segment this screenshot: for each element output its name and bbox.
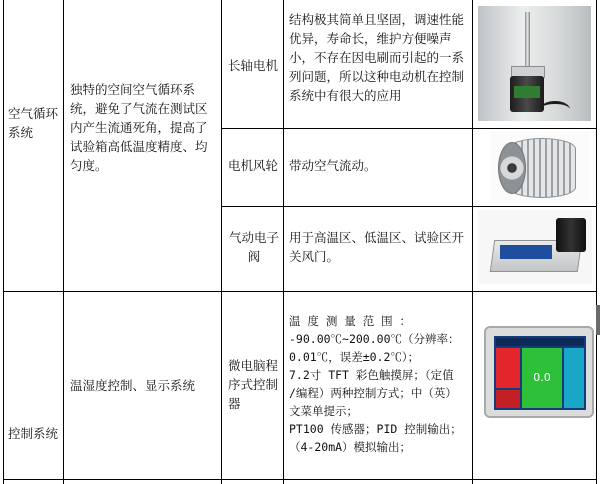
component-detail	[289, 312, 469, 456]
screen-readout: 0.0	[522, 348, 562, 408]
fan-wheel-photo	[490, 132, 590, 202]
table-border	[221, 128, 597, 129]
category-cell: 空气循环系统	[8, 106, 59, 140]
detail-line: （4-20mA）模拟输出；	[289, 440, 412, 454]
component-detail: 带动空气流动。	[289, 158, 377, 173]
detail-line: 温 度 测 量 范 围 ：	[289, 314, 412, 328]
detail-line: -90.00℃~200.00℃（分辨率：	[289, 332, 460, 346]
detail-line: PT100 传感器；PID 控制输出；	[289, 422, 462, 436]
component-detail: 结构极其简单且坚固，调速性能优异，寿命长，维护方便噪声小，不存在因电刷而引起的一系列问题，所以这种电动机在控制系统中有很大的应用	[289, 12, 465, 103]
table-border	[221, 206, 597, 207]
description-cell: 独特的空间空气循环系统，避免了气流在测试区内产生流通死角，提高了试验箱高低温度精度、均匀度。	[70, 82, 208, 173]
table-border	[283, 0, 284, 484]
detail-line: 7.2寸 TFT 彩色触摸屏；（定值	[289, 368, 454, 382]
component-name: 微电脑程序式控制器	[228, 358, 279, 411]
table-border	[596, 0, 597, 484]
detail-line: /编程）两种控制方式；中（英）	[289, 386, 457, 400]
component-name: 气动电子阀	[228, 230, 279, 264]
component-detail: 用于高温区、低温区、试验区开关风门。	[289, 230, 465, 264]
table-border	[3, 291, 597, 292]
touchscreen-controller-photo	[484, 326, 594, 418]
category-cell: 控制系统	[8, 426, 59, 441]
solenoid-valve-photo	[478, 210, 592, 284]
component-name: 长轴电机	[228, 58, 279, 73]
detail-line: 文菜单提示；	[289, 404, 358, 418]
table-border	[221, 0, 222, 484]
long-shaft-motor-photo	[478, 6, 591, 121]
table-border	[63, 0, 64, 484]
component-name: 电机风轮	[228, 158, 279, 173]
table-border	[3, 0, 4, 484]
scrollbar[interactable]	[596, 305, 600, 335]
table-border	[472, 0, 473, 484]
description-cell: 温湿度控制、显示系统	[70, 378, 196, 393]
detail-line: 0.01℃，误差±0.2℃）；	[289, 350, 420, 364]
table-border	[3, 479, 597, 480]
